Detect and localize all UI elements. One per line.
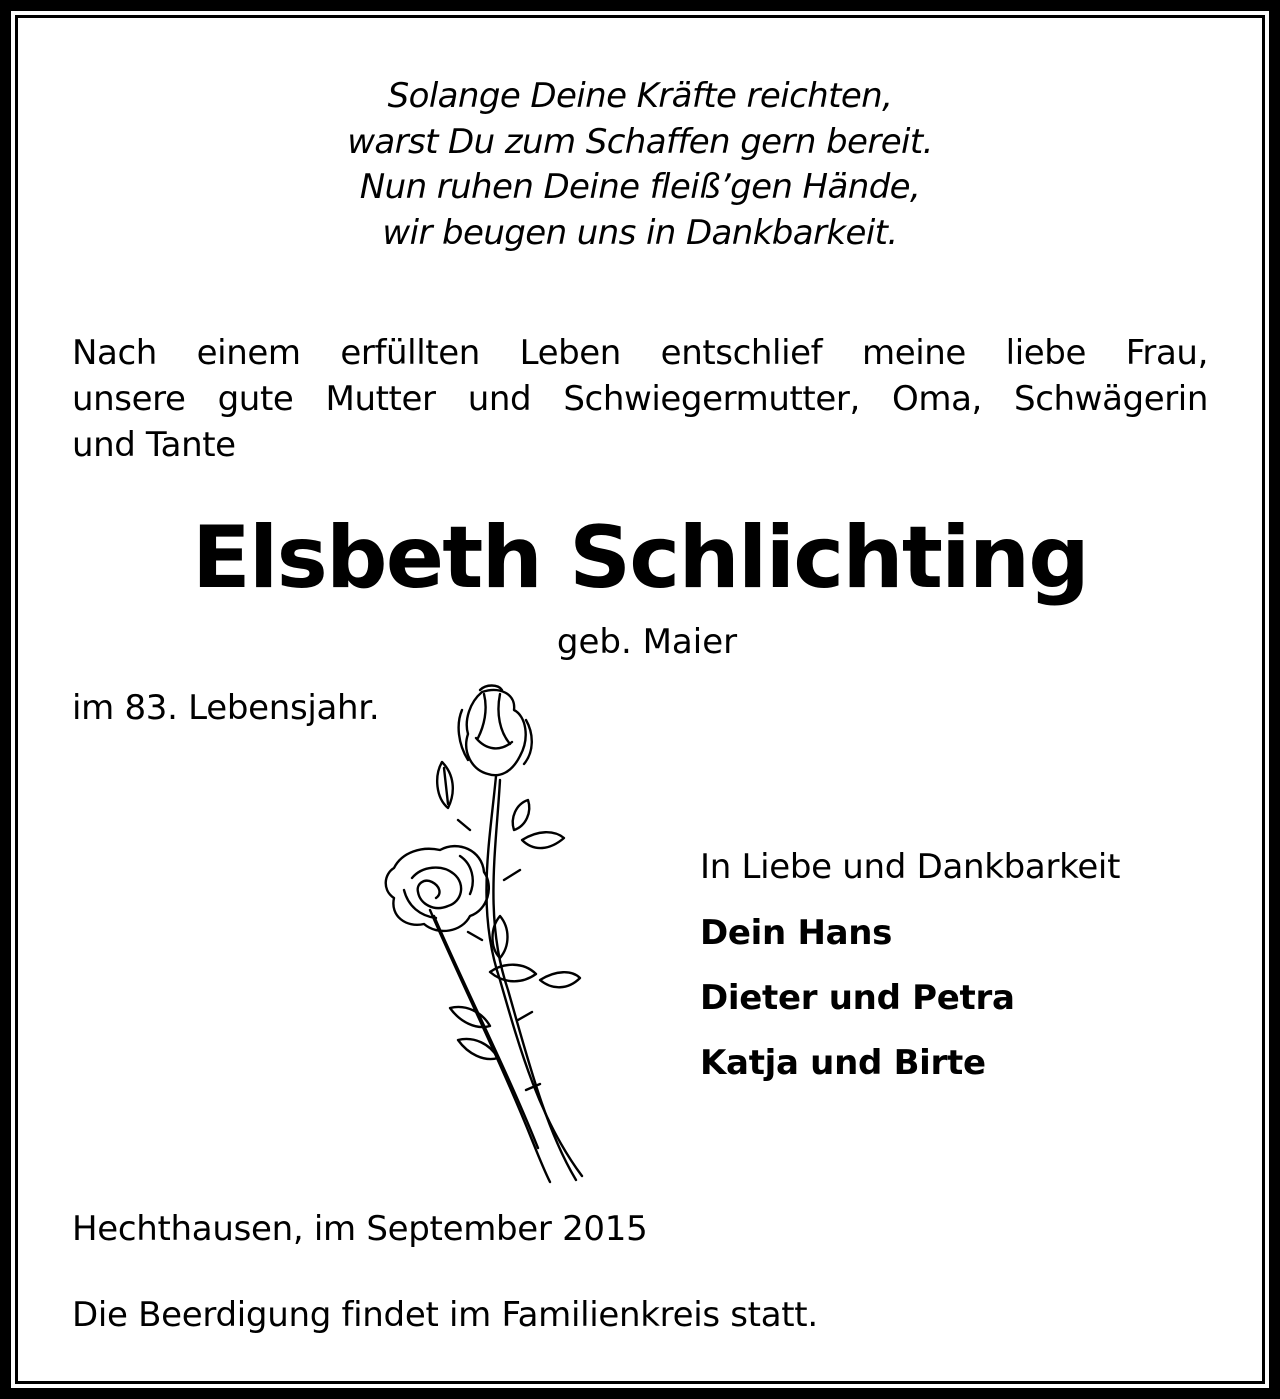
rose-drawing-icon	[350, 680, 610, 1190]
mourner-name: Dieter und Petra	[700, 978, 1015, 1018]
intro-line: und Tante	[72, 425, 236, 465]
death-announcement-intro	[72, 330, 1208, 468]
burial-note: Die Beerdigung findet im Familienkreis statt.	[72, 1295, 818, 1335]
mourner-name: Dein Hans	[700, 913, 893, 953]
mourner-name: Katja und Birte	[700, 1043, 986, 1083]
deceased-name: Elsbeth Schlichting	[191, 508, 1089, 608]
signoff-line: In Liebe und Dankbarkeit	[700, 847, 1121, 887]
poem-line: Nun ruhen Deine fleiß’gen Hände,	[359, 167, 921, 207]
intro-line: Nach einem erfüllten Leben entschlief meine liebe Frau,	[72, 333, 1208, 373]
place-and-date: Hechthausen, im September 2015	[72, 1209, 648, 1249]
intro-line: unsere gute Mutter und Schwiegermutter, Oma, Schwägerin	[72, 379, 1208, 419]
poem-verse	[0, 74, 1280, 256]
poem-line: warst Du zum Schaffen gern bereit.	[347, 121, 933, 162]
poem-line: wir beugen uns in Dankbarkeit.	[382, 212, 898, 253]
age-line: im 83. Lebensjahr.	[72, 688, 380, 728]
poem-line: Solange Deine Kräfte reichten,	[387, 76, 893, 116]
birth-name: geb. Maier	[556, 622, 738, 662]
